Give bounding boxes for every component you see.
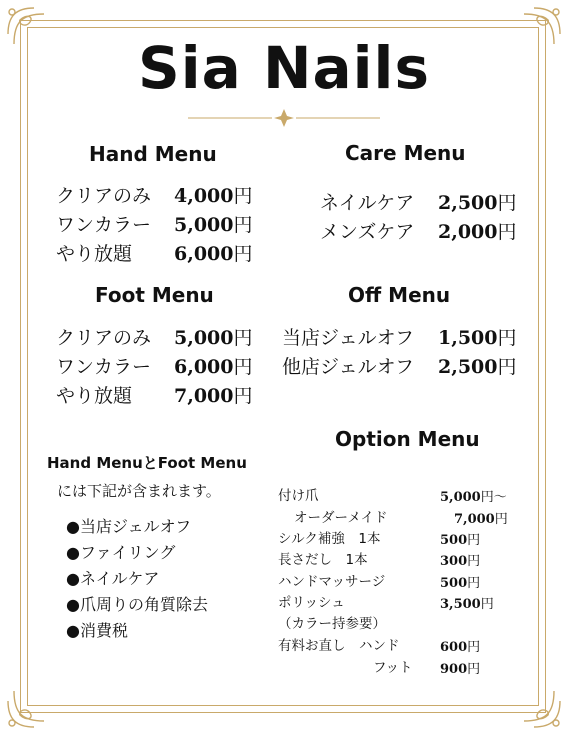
- option-item-label: ポリッシュ: [278, 595, 345, 611]
- option-item-label: オーダーメイド: [294, 510, 388, 526]
- option-item-label: フット: [373, 660, 413, 676]
- option-item-price: 600円: [440, 640, 481, 655]
- corner-ornament-icon: [518, 685, 564, 731]
- foot-menu-item: [56, 323, 253, 350]
- option-item-price: 500円: [440, 533, 481, 548]
- item-price: 2,500円: [438, 356, 517, 378]
- option-item-price: 300円: [440, 554, 481, 569]
- care-menu-heading: Care Menu: [345, 141, 466, 165]
- item-price: 4,000円: [174, 185, 253, 207]
- item-label: ワンカラー: [56, 356, 152, 378]
- off-menu-heading: Off Menu: [348, 283, 451, 307]
- item-label: 当店ジェルオフ: [282, 327, 415, 349]
- corner-ornament-icon: [4, 685, 50, 731]
- included-note-subtext: には下記が含まれます。: [57, 482, 221, 500]
- option-item-price: 900円: [440, 662, 481, 677]
- hand-menu-item: [56, 210, 253, 237]
- item-price: 6,000円: [174, 356, 253, 378]
- option-item-label: ハンドマッサージ: [278, 574, 386, 590]
- item-label: メンズケア: [320, 221, 415, 243]
- hand-menu-item: [56, 181, 253, 208]
- foot-menu-heading: Foot Menu: [95, 283, 214, 307]
- item-label: やり放題: [56, 385, 133, 407]
- included-list-item: ●ファイリング: [66, 543, 176, 562]
- item-label: 他店ジェルオフ: [282, 356, 415, 378]
- hand-menu-heading: Hand Menu: [89, 142, 217, 166]
- included-list-item: ●当店ジェルオフ: [66, 517, 192, 536]
- hand-menu-item: [56, 239, 253, 266]
- option-menu-heading: Option Menu: [335, 427, 480, 451]
- included-list-item: ●ネイルケア: [66, 569, 160, 588]
- foot-menu-item: [56, 381, 253, 408]
- care-menu-item: [320, 217, 517, 244]
- item-label: クリアのみ: [56, 327, 152, 349]
- option-item-label: シルク補強 1本: [278, 531, 381, 547]
- item-label: やり放題: [56, 243, 133, 265]
- page-title: Sia Nails: [138, 34, 430, 102]
- option-item-price: 500円: [440, 576, 481, 591]
- item-price: 2,000円: [438, 221, 517, 243]
- item-price: 1,500円: [438, 327, 517, 349]
- item-price: 5,000円: [174, 327, 253, 349]
- foot-menu-item: [56, 352, 253, 379]
- included-list-item: ●消費税: [66, 621, 128, 640]
- off-menu-item: [282, 323, 517, 350]
- item-label: ネイルケア: [320, 192, 415, 214]
- item-price: 5,000円: [174, 214, 253, 236]
- care-menu-item: [320, 188, 517, 215]
- option-item-label: 長さだし 1本: [278, 552, 368, 568]
- off-menu-item: [282, 352, 517, 379]
- item-price: 2,500円: [438, 192, 517, 214]
- item-price: 7,000円: [174, 385, 253, 407]
- option-item-price: 5,000円〜: [440, 490, 507, 505]
- item-label: クリアのみ: [56, 185, 152, 207]
- item-label: ワンカラー: [56, 214, 152, 236]
- sparkle-divider-icon: [188, 108, 380, 128]
- included-note-heading: Hand MenuとFoot Menu: [47, 454, 247, 472]
- item-price: 6,000円: [174, 243, 253, 265]
- included-list-item: ●爪周りの角質除去: [66, 595, 208, 614]
- option-item-label: 付け爪: [278, 488, 319, 504]
- option-item-label: 有料お直し ハンド: [278, 638, 400, 654]
- option-item-price: 7,000円: [454, 512, 508, 527]
- option-item-price: 3,500円: [440, 597, 494, 612]
- option-item-note: （カラー持参要）: [278, 616, 386, 632]
